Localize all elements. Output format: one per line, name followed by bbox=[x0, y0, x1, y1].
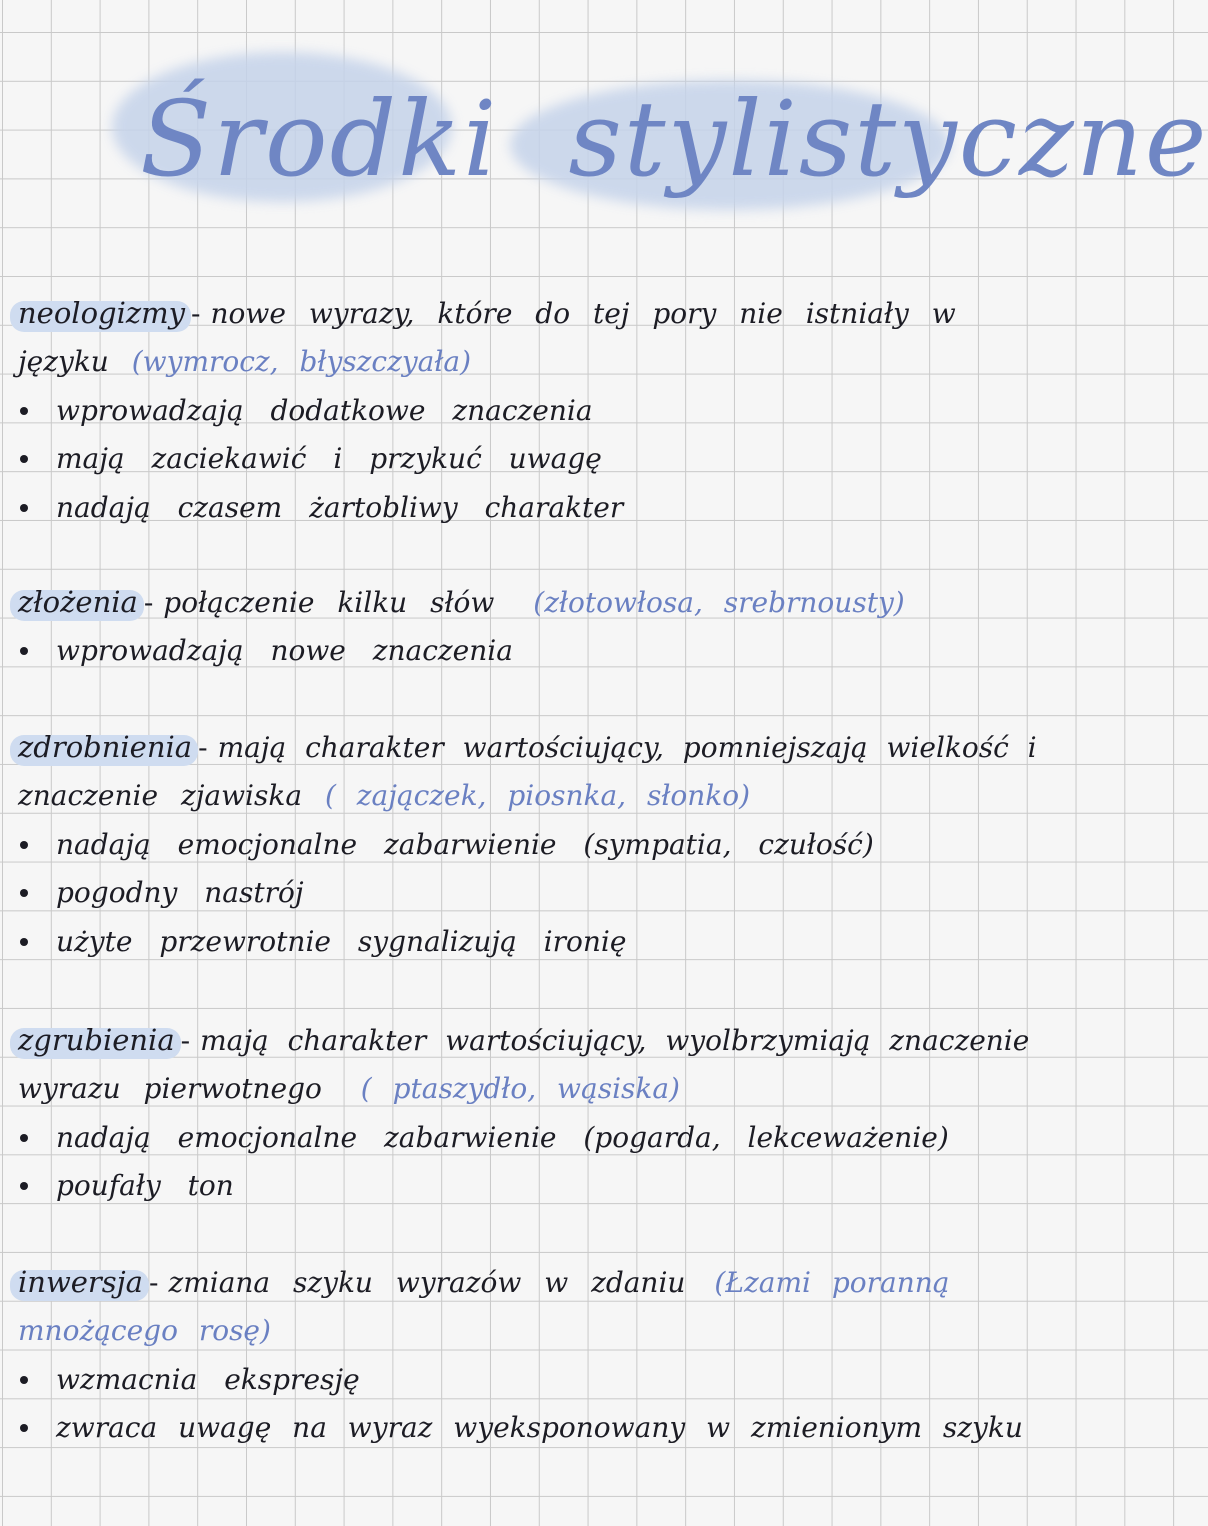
definition-text: mają charakter wartościujący, wyolbrzymiają znaczenie bbox=[200, 1024, 1030, 1057]
bullet-item: wzmacnia ekspresję bbox=[18, 1356, 1058, 1405]
title-area bbox=[0, 20, 1208, 240]
definition-line-2 bbox=[18, 1065, 1058, 1114]
definition-text: połączenie kilku słów bbox=[163, 586, 495, 619]
bullet-item: poufały ton bbox=[18, 1162, 1058, 1211]
definition-line: neologizmy - nowe wyrazy, które do tej pory nie istniały w bbox=[18, 289, 1058, 338]
examples-text: ( zajączek, piosnka, słonko) bbox=[324, 778, 751, 812]
bullet-item: nadają emocjonalne zabarwienie (pogarda, lekceważenie) bbox=[18, 1114, 1058, 1163]
examples-text: (złotowłosa, srebrnousty) bbox=[533, 586, 905, 619]
bullet-item: mają zaciekawić i przykuć uwagę bbox=[18, 435, 1058, 484]
bullet-item: zwraca uwagę na wyraz wyeksponowany w zmienionym szyku bbox=[18, 1404, 1058, 1453]
definition-text: zmiana szyku wyrazów w zdaniu bbox=[168, 1266, 686, 1299]
bullet-item: wprowadzają nowe znaczenia bbox=[18, 627, 1058, 676]
title-word-1: Środki bbox=[140, 78, 499, 200]
bullet-item: nadają czasem żartobliwy charakter bbox=[18, 484, 1058, 533]
definition-text: mają charakter wartościujący, pomniejszają wielkość i bbox=[217, 731, 1037, 764]
definition-line-2 bbox=[18, 1307, 1058, 1356]
definition-text: nowe wyrazy, które do tej pory nie istniały w bbox=[210, 297, 956, 330]
section-zlozenia bbox=[18, 578, 1058, 676]
bullet-item: pogodny nastrój bbox=[18, 869, 1058, 918]
bullet-item: wprowadzają dodatkowe znaczenia bbox=[18, 387, 1058, 436]
examples-text: (wymrocz, błyszczyała) bbox=[131, 344, 472, 378]
definition-line: inwersja - zmiana szyku wyrazów w zdaniu (Łzami poranną bbox=[18, 1258, 1058, 1307]
term-heading: zdrobnienia bbox=[18, 723, 192, 772]
term-heading: złożenia bbox=[18, 578, 138, 627]
definition-text-2: znaczenie zjawiska bbox=[18, 778, 303, 812]
examples-text-2: mnożącego rosę) bbox=[18, 1313, 271, 1347]
page-title bbox=[140, 78, 1208, 200]
title-word-2: stylistyczne bbox=[568, 78, 1208, 200]
definition-text-2: języku bbox=[18, 344, 109, 378]
definition-line: złożenia - połączenie kilku słów (złotowłosa, srebrnousty) bbox=[18, 578, 1058, 627]
section-neologizmy bbox=[18, 289, 1058, 533]
section-zdrobnienia bbox=[18, 723, 1058, 967]
section-zgrubienia bbox=[18, 1016, 1058, 1211]
bullet-item: użyte przewrotnie sygnalizują ironię bbox=[18, 918, 1058, 967]
bullet-item: nadają emocjonalne zabarwienie (sympatia, czułość) bbox=[18, 821, 1058, 870]
definition-line: zdrobnienia - mają charakter wartościujący, pomniejszają wielkość i bbox=[18, 723, 1058, 772]
term-heading: neologizmy bbox=[18, 289, 185, 338]
definition-line: zgrubienia - mają charakter wartościujący, wyolbrzymiają znaczenie bbox=[18, 1016, 1058, 1065]
term-heading: zgrubienia bbox=[18, 1016, 175, 1065]
definition-line-2 bbox=[18, 338, 1058, 387]
term-heading: inwersja bbox=[18, 1258, 143, 1307]
definition-line-2 bbox=[18, 772, 1058, 821]
examples-text: ( ptaszydło, wąsiska) bbox=[360, 1071, 680, 1105]
definition-text-2: wyrazu pierwotnego bbox=[18, 1071, 322, 1105]
section-inwersja bbox=[18, 1258, 1058, 1453]
examples-text: (Łzami poranną bbox=[714, 1266, 950, 1299]
